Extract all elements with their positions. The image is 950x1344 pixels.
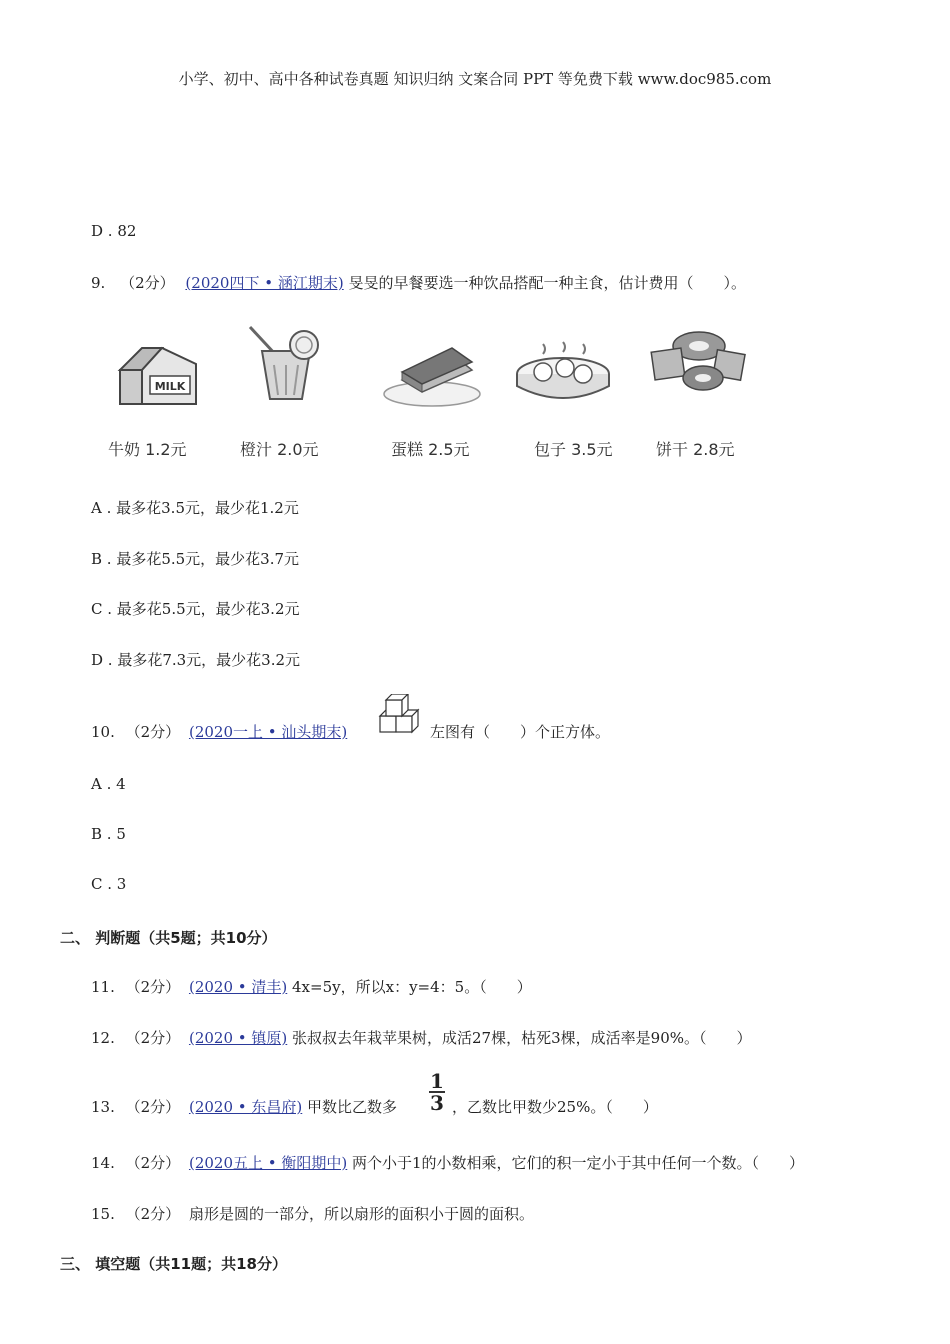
q9-question	[91, 272, 746, 293]
q13-question	[91, 1096, 397, 1117]
q14-question	[91, 1152, 804, 1173]
q10-score: （2分）	[125, 723, 181, 741]
q9-option-c[interactable]: C . 最多花5.5元，最少花3.2元	[91, 600, 300, 618]
milk-carton-icon	[112, 340, 202, 410]
fraction-denominator: 3	[430, 1091, 444, 1115]
cubes-icon	[376, 694, 420, 736]
q11-score: （2分）	[125, 978, 181, 996]
q11-source-link[interactable]: (2020 • 清丰)	[188, 978, 288, 996]
q10-source-link[interactable]: (2020一上 • 汕头期末)	[188, 723, 348, 741]
q15-number: 15.	[91, 1205, 115, 1223]
q10-option-a[interactable]: A . 4	[91, 775, 126, 793]
q11-question	[91, 976, 532, 997]
q13-fraction	[429, 1069, 445, 1115]
q12-number: 12.	[91, 1029, 115, 1047]
section-3-heading: 三、 填空题（共11题；共18分）	[60, 1255, 287, 1273]
q9-number: 9.	[91, 274, 106, 292]
q8-option-d: D . 82	[91, 222, 137, 240]
item-caption-cake: 蛋糕 2.5元	[391, 440, 470, 459]
q14-number: 14.	[91, 1154, 115, 1172]
orange-juice-icon	[240, 325, 330, 405]
q9-source-link[interactable]: (2020四下 • 涵江期末)	[185, 274, 344, 292]
q14-source-link[interactable]: (2020五上 • 衡阳期中)	[188, 1154, 348, 1172]
item-caption-buns: 包子 3.5元	[534, 440, 613, 459]
q15-question	[91, 1203, 534, 1224]
q9-option-a[interactable]: A . 最多花3.5元，最少花1.2元	[91, 499, 299, 517]
q13-number: 13.	[91, 1098, 115, 1116]
q11-text: 4x=5y，所以x：y=4：5。（ ）	[292, 978, 532, 996]
q12-score: （2分）	[125, 1029, 181, 1047]
q10-number: 10.	[91, 723, 115, 741]
biscuits-icon	[645, 328, 750, 400]
q10-option-b[interactable]: B . 5	[91, 825, 126, 843]
q9-option-d[interactable]: D . 最多花7.3元，最少花3.2元	[91, 651, 301, 669]
q14-score: （2分）	[125, 1154, 181, 1172]
steamed-buns-icon	[513, 340, 613, 405]
page-header: 小学、初中、高中各种试卷真题 知识归纳 文案合同 PPT 等免费下载 www.doc985.com	[178, 70, 772, 88]
q10-option-c[interactable]: C . 3	[91, 875, 127, 893]
q12-question	[91, 1027, 752, 1048]
q12-source-link[interactable]: (2020 • 镇原)	[188, 1029, 288, 1047]
q9-text: 旻旻的早餐要选一种饮品搭配一种主食，估计费用（ ）。	[348, 274, 746, 292]
item-caption-biscuits: 饼干 2.8元	[656, 440, 735, 459]
q10-question	[91, 721, 347, 742]
item-caption-milk: 牛奶 1.2元	[108, 440, 187, 459]
q13-score: （2分）	[125, 1098, 181, 1116]
q9-option-b[interactable]: B . 最多花5.5元，最少花3.7元	[91, 550, 300, 568]
cake-icon	[380, 340, 485, 410]
item-caption-orange-juice: 橙汁 2.0元	[240, 440, 319, 459]
q11-number: 11.	[91, 978, 115, 996]
q15-score: （2分）	[125, 1205, 181, 1223]
fraction-numerator: 1	[430, 1069, 444, 1093]
q9-score: （2分）	[120, 274, 175, 292]
section-2-heading: 二、 判断题（共5题；共10分）	[60, 929, 277, 947]
q13-text-before: 甲数比乙数多	[307, 1098, 398, 1116]
q10-text: 左图有（ ）个正方体。	[430, 723, 611, 741]
q15-text: 扇形是圆的一部分，所以扇形的面积小于圆的面积。	[188, 1205, 534, 1223]
q14-text: 两个小于1的小数相乘，它们的积一定小于其中任何一个数。（ ）	[352, 1154, 805, 1172]
svg-text:MILK: MILK	[154, 380, 186, 393]
q13-text-after: ，乙数比甲数少25%。（ ）	[452, 1098, 658, 1116]
q12-text: 张叔叔去年栽苹果树，成活27棵，枯死3棵，成活率是90%。（ ）	[292, 1029, 752, 1047]
q13-source-link[interactable]: (2020 • 东昌府)	[188, 1098, 303, 1116]
